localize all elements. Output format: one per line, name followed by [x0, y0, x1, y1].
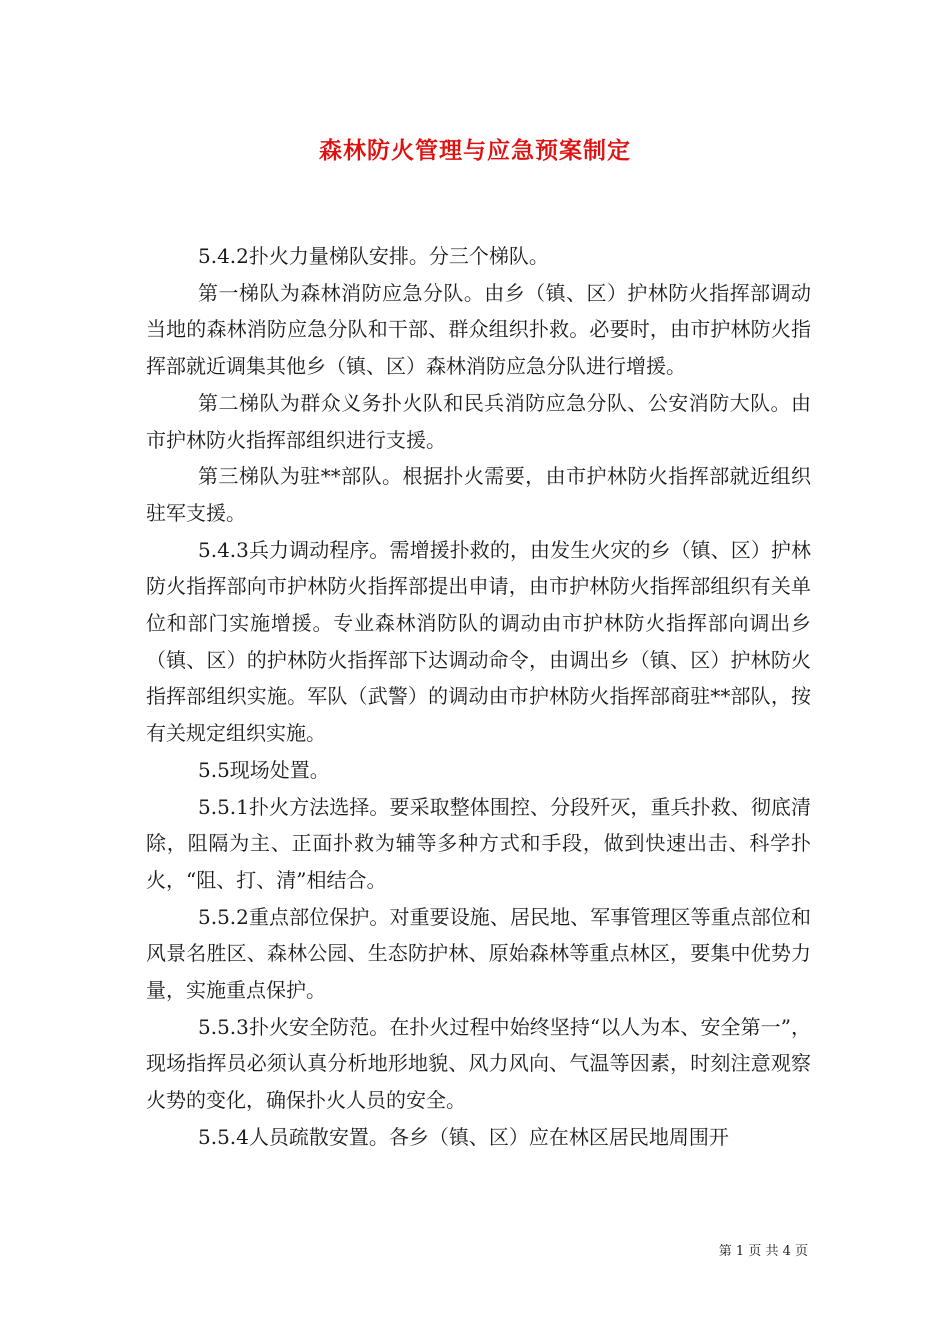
paragraph: 第一梯队为森林消防应急分队。由乡（镇、区）护林防火指挥部调动当地的森林消防应急分队和干部、群众组织扑救。必要时，由市护林防火指挥部就近调集其他乡（镇、区）森林消防应急分队进行增援。 [146, 280, 811, 379]
paragraph: 5.4.2扑火力量梯队安排。分三个梯队。 [198, 244, 549, 268]
paragraph: 5.5.1扑火方法选择。要采取整体围控、分段歼灭，重兵扑救、彻底清除，阻隔为主、正面扑救为辅等多种方式和手段，做到快速出击、科学扑火，“阻、打、清”相结合。 [146, 794, 811, 892]
paragraph: 5.5.2重点部位保护。对重要设施、居民地、军事管理区等重点部位和风景名胜区、森林公园、生态防护林、原始森林等重点林区，要集中优势力量，实施重点保护。 [146, 904, 811, 1003]
document-body [146, 238, 811, 1156]
paragraph: 5.4.3兵力调动程序。需增援扑救的，由发生火灾的乡（镇、区）护林防火指挥部向市护林防火指挥部提出申请，由市护林防火指挥部组织有关单位和部门实施增援。专业森林消防队的调动由市护林防火指挥部向调出乡（镇、区）的护林防火指挥部下达调动命令，由调出乡（镇、区）护林防火指挥部组织实施。军队（武警）的调动由市护林防火指挥部商驻**部队，按有关规定组织实施。 [146, 537, 811, 746]
paragraph: 5.5.3扑火安全防范。在扑火过程中始终坚持“以人为本、安全第一”，现场指挥员必须认真分析地形地貌、风力风向、气温等因素，时刻注意观察火势的变化，确保扑火人员的安全。 [146, 1014, 811, 1113]
document-title: 森林防火管理与应急预案制定 [319, 137, 631, 164]
paragraph: 5.5.4人员疏散安置。各乡（镇、区）应在林区居民地周围开 [198, 1124, 729, 1149]
paragraph: 第三梯队为驻**部队。根据扑火需要，由市护林防火指挥部就近组织驻军支援。 [146, 464, 811, 525]
paragraph: 第二梯队为群众义务扑火队和民兵消防应急分队、公安消防大队。由市护林防火指挥部组织进行支援。 [146, 390, 811, 452]
paragraph: 5.5现场处置。 [198, 757, 330, 782]
page-number: 第 1 页 共 4 页 [718, 1244, 808, 1259]
